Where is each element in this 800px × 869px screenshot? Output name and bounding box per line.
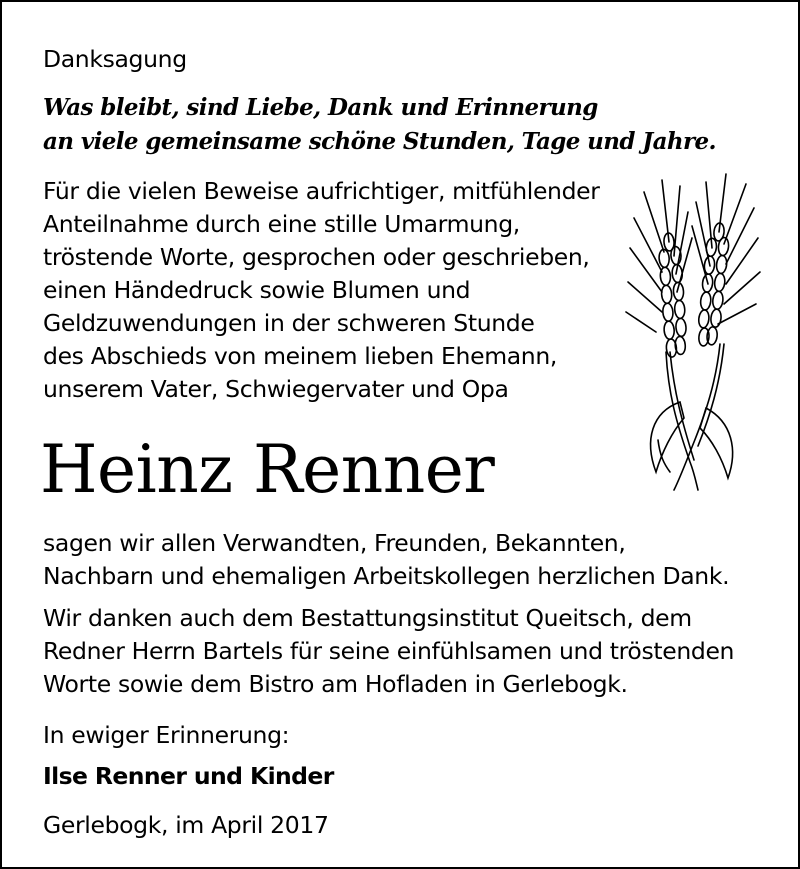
intro-line-2: Anteilnahme durch eine stille Umarmung, (43, 210, 520, 238)
intro-line-7: unserem Vater, Schwiegervater und Opa (43, 375, 509, 403)
intro-line-4: einen Händedruck sowie Blumen und (43, 276, 471, 304)
further-thanks-line-2: Redner Herrn Bartels für seine einfühlsamen und tröstenden (43, 637, 735, 665)
motto-line-1: Was bleibt, sind Liebe, Dank und Erinnerung (43, 94, 598, 121)
further-thanks-line-1: Wir danken auch dem Bestattungsinstitut Queitsch, dem (43, 604, 692, 632)
intro-line-1: Für die vielen Beweise aufrichtiger, mitfühlender (43, 177, 600, 205)
thanks-line-2: Nachbarn und ehemaligen Arbeitskollegen herzlichen Dank. (43, 562, 730, 590)
deceased-name: Heinz Renner (40, 431, 495, 508)
motto-line-2: an viele gemeinsame schöne Stunden, Tage und Jahre. (43, 128, 716, 155)
thanks-line-1: sagen wir allen Verwandten, Freunden, Bekannten, (43, 529, 626, 557)
heading: Danksagung (43, 45, 187, 73)
further-thanks-line-3: Worte sowie dem Bistro am Hofladen in Gerlebogk. (43, 670, 628, 698)
signature: Ilse Renner und Kinder (43, 762, 334, 790)
intro-line-3: tröstende Worte, gesprochen oder geschrieben, (43, 243, 590, 271)
place-date: Gerlebogk, im April 2017 (43, 811, 329, 839)
closing: In ewiger Erinnerung: (43, 721, 290, 749)
intro-line-6: des Abschieds von meinem lieben Ehemann, (43, 342, 558, 370)
intro-line-5: Geldzuwendungen in der schweren Stunde (43, 309, 535, 337)
wheat-ears-icon (622, 172, 762, 492)
